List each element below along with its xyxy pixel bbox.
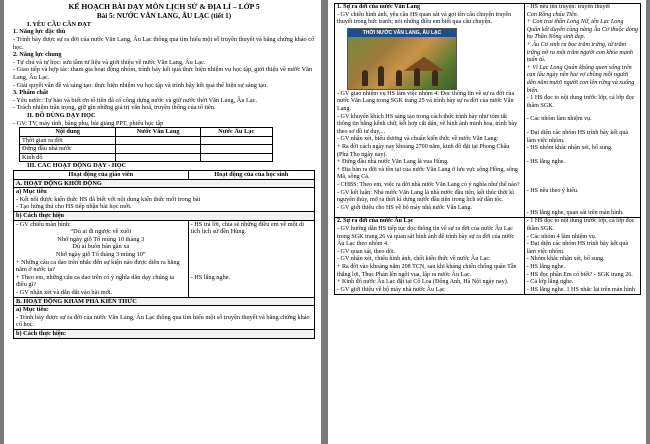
- paragraph: - Đại diện các nhóm HS trình bày kết quả làm việc nhóm.: [526, 241, 629, 255]
- paragraph: - Tự chủ và tự học: sưu tầm tư liệu và giới thiệu về nước Văn Lang, Âu Lạc.: [13, 58, 206, 66]
- table-cell: Đứng đầu nhà nước: [20, 145, 116, 154]
- table-header: Nước Văn Lang: [116, 128, 200, 137]
- poem-line: Nhớ ngày giỗ Tổ tháng 3 mùng 10”: [55, 251, 146, 259]
- paragraph: - GV quan sát, theo dõi.: [337, 248, 396, 255]
- activity-section-heading: A. HOẠT ĐỘNG KHỞI ĐỘNG: [14, 179, 315, 188]
- paragraph: - HS lắng nghe, quan sát trên màn hình.: [526, 209, 624, 216]
- paragraph: + Theo em, những câu ca dao trên có ý nghĩa dăn dạy chúng ta điều gì?: [16, 273, 175, 289]
- paragraph: - Kết nối được kiến thức HS đã biết với nội dung kiến thức mới trong bài: [16, 195, 201, 203]
- paragraph: - GV giao nhiệm vụ HS làm việc nhóm 4: Đọc thông tin về sự ra đời của nước Văn Lang trong SGK trang 25 và trình bày sự ra đời của nước Văn Lang.: [337, 90, 515, 112]
- paragraph: - HS lắng nghe.: [526, 264, 565, 271]
- table-row: [20, 136, 273, 145]
- paragraph: - GV nhận xét, biểu dương và chuẩn kiến thức về nước Văn Lang:: [337, 136, 499, 143]
- paragraph: - Cả lớp lắng nghe.: [526, 279, 574, 286]
- student-activity-cell: [524, 4, 640, 218]
- subheading: a) Mục tiêu: [16, 188, 47, 196]
- legend-illustration-image: [347, 28, 457, 90]
- paragraph: + Ra đời cách ngày nay khoảng 2700 năm, kinh đô đặt tại Phong Châu (Phú Thọ ngày nay).: [337, 143, 510, 158]
- paragraph: - GV nhận xét và dẫn dắt vào bài mới.: [16, 288, 113, 296]
- table-cell: [116, 153, 200, 162]
- paragraph: + Những câu ca dao trên nhắc đến sự kiện nào được diễn ra hằng năm ở nước ta?: [16, 258, 180, 274]
- table-cell: [116, 136, 200, 145]
- paragraph: - HS nhóm khác nhận xét, bổ sung.: [526, 145, 613, 152]
- paragraph: - Trình bày được sự ra đời của nước Văn Lang, Âu Lạc thông qua tìm hiểu một số truyền thuyết và băng chứng khảo cổ học.: [16, 313, 310, 329]
- paragraph: - Tạo hứng thú cho HS tiếp nhận bài học mới.: [16, 203, 132, 211]
- subheading: a) Mục tiêu:: [16, 306, 49, 314]
- table-cell: [116, 145, 200, 154]
- paragraph: - HS đọc phần Em có biết? - SGK trang 26.: [526, 271, 633, 278]
- poem-line: Dù ai buôn bán gần xa: [72, 243, 130, 251]
- lesson-subtitle: Bài 5: NƯỚC VĂN LANG, ÂU LẠC (tiết 1): [96, 11, 232, 20]
- table-row: [20, 153, 273, 162]
- paragraph: - GV nhận xét, chiếu hình ảnh, chốt kiến thức về nước Âu Lạc:: [337, 256, 491, 263]
- table-header: Hoạt động của của học sinh: [188, 171, 314, 180]
- paragraph: - Nhóm khác nhận xét, bổ sung.: [526, 256, 605, 263]
- table-cell: [200, 136, 272, 145]
- paragraph: + Ra đời vào khoảng năm 208 TCN, sau khi kháng chiến chống quân Tần thắng lợi, Thục Phán lên ngôi vua, lập ra nước Âu Lạc.: [337, 264, 517, 278]
- table-cell: [200, 153, 272, 162]
- paragraph: + Địa bàn ra đời và tồn tại của nước Văn Lang ở lưu vực sông Hồng, sông Mã, sông Cả.: [337, 166, 518, 181]
- paragraph: + Âu Cơ sinh ra bọc trăm trứng, từ trăm trứng nở ra một trăm người con khỏe mạnh tuấn tú.: [526, 41, 633, 64]
- student-activity-cell: [188, 220, 314, 297]
- paragraph: - CHBS: Theo em, việc ra đời nhà nước Văn Lang có ý nghĩa như thế nào?: [337, 181, 520, 188]
- paragraph: - HS nêu tên truyện: truyền thuyết: [526, 4, 610, 10]
- subheading: 2. Năng lực chung: [13, 51, 62, 59]
- paragraph: - GV giới thiệu về bộ máy nhà nước Âu Lạc: [337, 286, 445, 293]
- student-activity-cell: [524, 218, 640, 295]
- paragraph: - Giải quyết vấn đề và sáng tạo: thực hiện nhiệm vụ học tập và trình bày kết quả thể hiện sự sáng tạo.: [13, 81, 268, 89]
- paragraph: + Đứng đầu nhà nước Văn Lang là vua Hùng.: [337, 159, 449, 166]
- paragraph: + Kinh đô nước Âu Lạc đặt tại Cổ Loa (Đông Anh, Hà Nội ngày nay).: [337, 279, 509, 286]
- paragraph: - Trình bày được sự ra đời của nước Văn Lang, Âu Lạc thông qua tìm hiểu một số truyền thuyết và băng chứng khảo cổ học.: [13, 35, 315, 51]
- table-cell: [14, 306, 315, 330]
- subheading: 3. Phẩm chất: [13, 89, 49, 97]
- table-header: Nước Âu Lạc: [200, 128, 272, 137]
- paragraph: - Yêu nước: Tự hào và biết ơn tổ tiên đã có công dựng nước và giữ nước thời Văn Lang, Âu Lạc.: [13, 96, 258, 104]
- teacher-activity-cell: [14, 220, 189, 297]
- table-header: Hoạt động của giáo viên: [14, 171, 189, 180]
- table-header: Nội dung: [20, 128, 116, 137]
- table-cell: [200, 145, 272, 154]
- paragraph: - Các nhóm 4 làm nhiệm vụ.: [526, 233, 597, 240]
- paragraph: + Con trai thần Long Nữ, tên Lạc Long Quân kết duyên cùng nàng Âu Cơ thuộc dòng họ Thần Nông sinh đẹp.: [526, 19, 638, 41]
- table-cell: [14, 188, 315, 212]
- activity-section-heading: B. HOẠT ĐỘNG KHÁM PHÁ KIẾN THỨC: [14, 297, 315, 306]
- document-page-left: [4, 0, 321, 444]
- section-heading: III. CÁC HOẠT ĐỘNG DẠY - HỌC: [27, 162, 127, 170]
- paragraph: - GV khuyến khích HS sáng tạo trong cách thức trình bày như tóm tắt thông tin bằng kênh chữ, kết hợp cắt dán, vẽ hình ảnh minh hoạ, trình bày theo sơ đồ tư duy,...: [337, 113, 518, 135]
- table-cell: Thời gian ra đời: [20, 136, 116, 145]
- activities-table-continued: [334, 3, 641, 295]
- paragraph: Con Rồng cháu Tiên.: [526, 11, 579, 18]
- paragraph: - HS lắng nghe.: [526, 158, 565, 165]
- paragraph: - 1 HS đọc to nội dung trước lớp, cả lớp đọc thầm SGK.: [526, 218, 635, 233]
- paragraph: - HS nêu theo ý hiểu.: [526, 188, 579, 195]
- poem-line: Nhớ ngày giỗ Tổ mùng 10 tháng 3: [57, 235, 145, 243]
- table-cell: Kinh đô: [20, 153, 116, 162]
- subheading: 2. Sự ra đời của nước Âu Lạc: [337, 218, 414, 225]
- document-page-right: [328, 0, 646, 444]
- activity-subheading: b) Cách thực hiện: [14, 212, 315, 221]
- section-heading: I. YÊU CẦU CẦN ĐẠT: [27, 20, 91, 28]
- paragraph: - HS trả lời, chia sẻ những điều em về một di tích lịch sử đền Hùng.: [190, 220, 304, 236]
- paragraph: - HS lắng nghe. 1 HS nhắc lại trên màn hình: [526, 286, 635, 293]
- poem-line: “Dù ai đi ngược về xuôi: [70, 228, 132, 236]
- paragraph: - 1 HS đọc to nội dung trước lớp, cả lớp đọc thầm SGK.: [526, 95, 635, 109]
- paragraph: - Đại diện các nhóm HS trình bày kết quả làm việc nhóm.: [526, 129, 629, 144]
- section-heading: II. ĐỒ DÙNG DẠY HỌC: [27, 111, 96, 119]
- subheading: 1. Sự ra đời của nước Văn Lang: [337, 4, 421, 10]
- activities-table: [13, 170, 315, 338]
- paragraph: - Các nhóm làm nhiệm vụ.: [526, 116, 592, 123]
- paragraph: + Vì Lạc Long Quân không quen sống trên cạn lâu ngày nên hai vợ chồng mỗi người dẫn năm mươi người con lên rừng và xuống biển.: [526, 64, 635, 94]
- teacher-activity-cell: [335, 4, 525, 218]
- paragraph: - HS lắng nghe.: [190, 273, 231, 281]
- paragraph: - GV kết luận: Nhà nước Văn Lang là nhà nước đầu tiên, kết thúc thời kì nguyên thủy, mở ra thời kì dựng nước đầu tiên trong lịch sử dân tộc.: [337, 189, 514, 204]
- paragraph: - Giao tiếp và hợp tác: tham gia hoạt động nhóm, trình bày kết quả thực hiện nhiệm vụ học tập, giới thiệu về nước Văn Lang, Âu Lạc.: [13, 66, 313, 81]
- subheading: 1. Năng lực đặc thù: [13, 28, 66, 36]
- paragraph: - GV chiếu màn hình:: [16, 220, 71, 228]
- lesson-plan-title: KẾ HOẠCH BÀI DẠY MÔN LỊCH SỬ & ĐỊA LÍ – LỚP 5: [68, 2, 260, 11]
- paragraph: - GV giới thiệu cho HS về bộ máy nhà nước Văn Lang.: [337, 204, 472, 211]
- table-row: [20, 145, 273, 154]
- equipment-table: [19, 127, 273, 162]
- paragraph: - Trách nhiệm trân trọng, giữ gìn những giá trị văn hoá, truyền thống của tổ tiên.: [13, 104, 216, 112]
- activity-subheading: b) Cách thực hiện:: [14, 329, 315, 338]
- paragraph: - GV chiếu hình ảnh, yêu cầu HS quan sát và gọi tên câu chuyện truyền thuyết trong bức tranh; nói những điều em biết qua câu chuyện.: [337, 11, 512, 26]
- teacher-activity-cell: [335, 218, 525, 295]
- paragraph: - GV hướng dẫn HS tiếp tục đọc thông tin về sự ra đời của nước Âu Lạc trong SGK trang 26 và quan sát hình ảnh để trình bày sự ra đời của nước Âu Lạc theo nhóm 4.: [337, 226, 515, 248]
- paragraph: - GV: TV, máy tính, bảng phụ, bài giảng PPT, phiếu học tập: [13, 119, 164, 127]
- image-caption: THỜI NƯỚC VĂN LANG, ÂU LẠC: [348, 29, 456, 37]
